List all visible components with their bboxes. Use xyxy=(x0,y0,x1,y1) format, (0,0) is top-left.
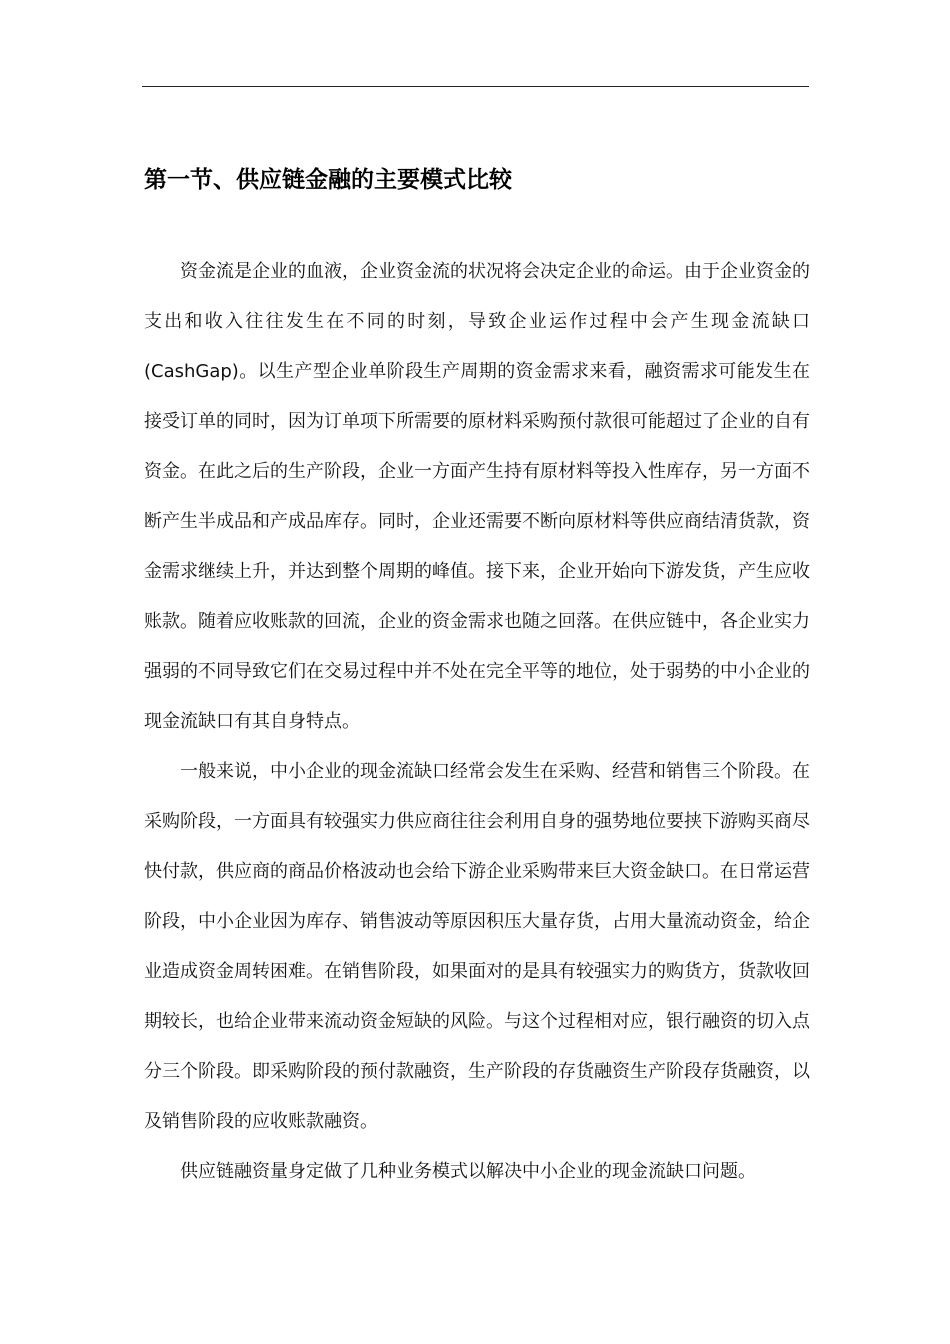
paragraph-cash-gap-stages: 一般来说，中小企业的现金流缺口经常会发生在采购、经营和销售三个阶段。在采购阶段，一方面具有较强实力供应商往往会利用自身的强势地位要挟下游购买商尽快付款，供应商的商品价格波动也会给下游企业采购带来巨大资金缺口。在日常运营阶段，中小企业因为库存、销售波动等原因积压大量存货，占用大量流动资金，给企业造成资金周转困难。在销售阶段，如果面对的是具有较强实力的购货方，货款收回期较长，也给企业带来流动资金短缺的风险。与这个过程相对应，银行融资的切入点分三个阶段。即采购阶段的预付款融资，生产阶段的存货融资生产阶段存货融资，以及销售阶段的应收账款融资。 xyxy=(144,761,810,1132)
section-title: 第一节、供应链金融的主要模式比较 xyxy=(144,167,512,193)
body-text xyxy=(144,247,810,1197)
header-divider xyxy=(142,86,809,87)
paragraph-business-models: 供应链融资量身定做了几种业务模式以解决中小企业的现金流缺口问题。 xyxy=(180,1161,756,1182)
paragraph-cash-flow: 资金流是企业的血液，企业资金流的状况将会决定企业的命运。由于企业资金的支出和收入往往发生在不同的时刻，导致企业运作过程中会产生现金流缺口(CashGap)。以生产型企业单阶段生产周期的资金需求来看，融资需求可能发生在接受订单的同时，因为订单项下所需要的原材料采购预付款很可能超过了企业的自有资金。在此之后的生产阶段，企业一方面产生持有原材料等投入性库存，另一方面不断产生半成品和产成品库存。同时，企业还需要不断向原材料等供应商结清货款，资金需求继续上升，并达到整个周期的峰值。接下来，企业开始向下游发货，产生应收账款。随着应收账款的回流，企业的资金需求也随之回落。在供应链中，各企业实力强弱的不同导致它们在交易过程中并不处在完全平等的地位，处于弱势的中小企业的现金流缺口有其自身特点。 xyxy=(144,261,810,732)
